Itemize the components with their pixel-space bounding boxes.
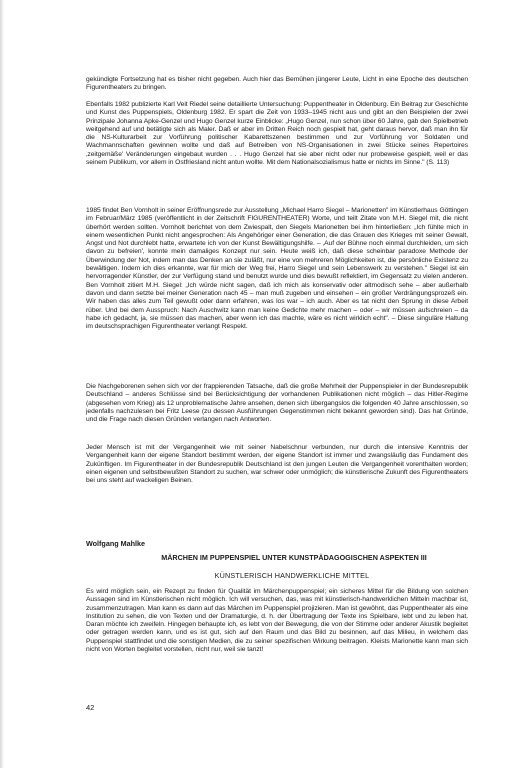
article-author: Wolfgang Mahlke: [86, 539, 145, 548]
page-number: 42: [86, 703, 95, 712]
paragraph-vergangenheit: Jeder Mensch ist mit der Vergangenheit wie mit seiner Nabelschnur verbunden, nur durch die intensive Kenntnis der Vergangenheit kann der eigene Standort bestimmt werden, der eigene Standort ist immer und zwangsläufig das Fundament des Zukünftigen. Im Figurentheater in der Bundesrepublik Deutschland ist den jungen Leuten die Vergangenheit vorenthalten worden; einen eigenen und selbstbewußten Standort zu suchen, war schwer oder unmöglich; die künstlerische Zukunft des Figurentheaters bei uns steht auf wackeligen Beinen.: [86, 444, 468, 485]
article-subtitle: KÜNSTLERISCH HANDWERKLICHE MITTEL: [214, 571, 370, 580]
paragraph-riedel: Ebenfalls 1982 publizierte Karl Veit Riedel seine detaillierte Untersuchung: Puppentheater in Oldenburg. Ein Beitrag zur Geschichte und Kunst des Puppenspiels, Oldenburg 1982. Er spart die Zeit von 1933–1945 nicht aus und gibt an den Beispielen der zwei Prinzipale Johanna Apke-Genzel und Hugo Genzel kurze Einblicke: „Hugo Genzel, nun schon über 60 Jahre, gab den Spielbetrieb weitgehend auf und betätigte sich als Maler. Daß er aber im Dritten Reich noch gespielt hat, geht daraus hervor, daß man ihn für die NS-Kulturarbeit zur Vorführung politischer Kabarettszenen bestimmen und zur Vorführung vor Soldaten und Wachmannschaften gewinnen wollte und daß auf Betreiben von NS-Organisationen in zwei Stücke seines Repertoires ‚zeitgemäße' Veränderungen eingebaut wurden . . . Hugo Genzel hat sie aber nicht oder nur probeweise gespielt, weil er das seinem Publikum, vor allem in Ostfriesland nicht antun wollte. Mit dem Nationalsozialismus hatte er nichts im Sinne." (S. 113): [86, 101, 468, 167]
article-title: MÄRCHEN IM PUPPENSPIEL UNTER KUNSTPÄDAGOGISCHEN ASPEKTEN III: [161, 553, 427, 562]
paragraph-continuation: gekündigte Fortsetzung hat es bisher nicht gegeben. Auch hier das Bemühen jüngerer Leute, Licht in eine Epoche des deutschen Figurentheaters zu bringen.: [86, 76, 468, 92]
paragraph-vornholt: 1985 findet Ben Vornholt in seiner Eröffnungsrede zur Ausstellung „Michael Harro Siegel – Marionetten" im Künstlerhaus Göttingen im Februar/März 1985 (veröffentlicht in der Zeitschrift FIGURENTHEATER) Worte, und teilt Zitate von M.H. Siegel mit, die nicht überhört werden sollten. Vornholt berichtet von dem Zwiespalt, den Siegels Marionetten bei ihm hinterließen: „Ich fühlte mich in einem wesentlichen Punkt nicht angesprochen: Als Angehöriger einer Generation, die das Grauen des Krieges mit seiner Gewalt, Angst und Not durchlebt hatte, erwartete ich von der Kunst Bewältigungshilfe. – ‚Auf der Bühne noch einmal durchleiden, um sich davon zu befreien', konnte mein damaliges Konzept nur sein. Heute weiß ich, daß diese scheinbar paradoxe Methode der Überwindung der Not, indem man das Denken an sie zuläßt, nur eine von mehreren Möglichkeiten ist, die persönliche Existenz zu bewältigen. Indem ich dies erkannte, war für mich der Weg frei, Harro Siegel und sein Lebenswerk zu verstehen." Siegel ist ein hervorragender Künstler, der zur Verfügung stand und benutzt wurde und dies bewußt reflektiert, im Gegensatz zu vielen anderen. Ben Vornholt zitiert M.H. Siegel: „Ich würde nicht sagen, daß ich mich als konservativ oder altmodisch sehe – aber außerhalb davon und dann setzte bei meiner Generation nach 45 – man muß zugeben und einsehen – ein großer Verdrängungsprozeß ein. Wir haben das alles zum Teil gewußt oder dann erfahren, was los war – ich auch. Aber es tat nicht den Sprung in diese Arbeit rüber. Und bei dem Ausspruch: Nach Auschwitz kann man keine Gedichte mehr machen – oder – wir müssen aufschreien – da habe ich gedacht, ja, sie müssen das machen, aber wenn ich das machte, wäre es nicht wirklich echt". – Diese singuläre Haltung im deutschsprachigen Figurentheater verlangt Respekt.: [86, 207, 468, 331]
paragraph-nachgeborenen: Die Nachgeborenen sehen sich vor der frappierenden Tatsache, daß die große Mehrheit der Puppenspieler in der Bundesrepublik Deutschland – anderes Schlüsse sind bei Berücksichtigung der vorhandenen Publikationen nicht möglich – das Hitler-Regime (abgesehen vom Krieg) als 12 unproblematische Jahre ansehen, denen sich übergangslos die folgenden 40 Jahre anschlossen, so jedenfalls nachzulesen bei Fritz Leese (zu dessen Ausführungen Gegenstimmen nicht bekannt geworden sind). Das hat Gründe, und die Frage nach diesen Gründen verlangen nach Antworten.: [86, 383, 468, 424]
paragraph-article-body: Es wird möglich sein, ein Rezept zu finden für Qualität im Märchenpuppenspiel; ein sicheres Mittel für die Bildung von solchen Aussagen sind im Künstlerischen nicht möglich. Ich will versuchen, das, was mit künstlerisch-handwerklichen Mitteln machbar ist, zusammenzutragen. Man kann es dann auf das Märchen im Puppenspiel projizieren. Man ist gewöhnt, das Puppentheater als eine Institution zu sehen, die von Texten und der Dramaturgie, d. h. der Übertragung der Texte ins Spielbare, lebt und zu leben hat. Daran möchte ich zweifeln. Hingegen behaupte ich, es lebt von der Bewegung, die von der Stimme oder anderer Akustik begleitet oder getragen werden kann, und es ist gut, sich auf den Raum und das Bild zu besinnen, auf das Milieu, in welchem das Puppenspiel stattfindet und die sonstigen Medien, die zu seiner spezifischen Wirkung beitragen. Kleists Marionette kann man sich nicht von Worten begleitet vorstellen, nicht nur, weil sie tanzt!: [86, 588, 468, 654]
page-edge-shadow: [0, 0, 4, 768]
